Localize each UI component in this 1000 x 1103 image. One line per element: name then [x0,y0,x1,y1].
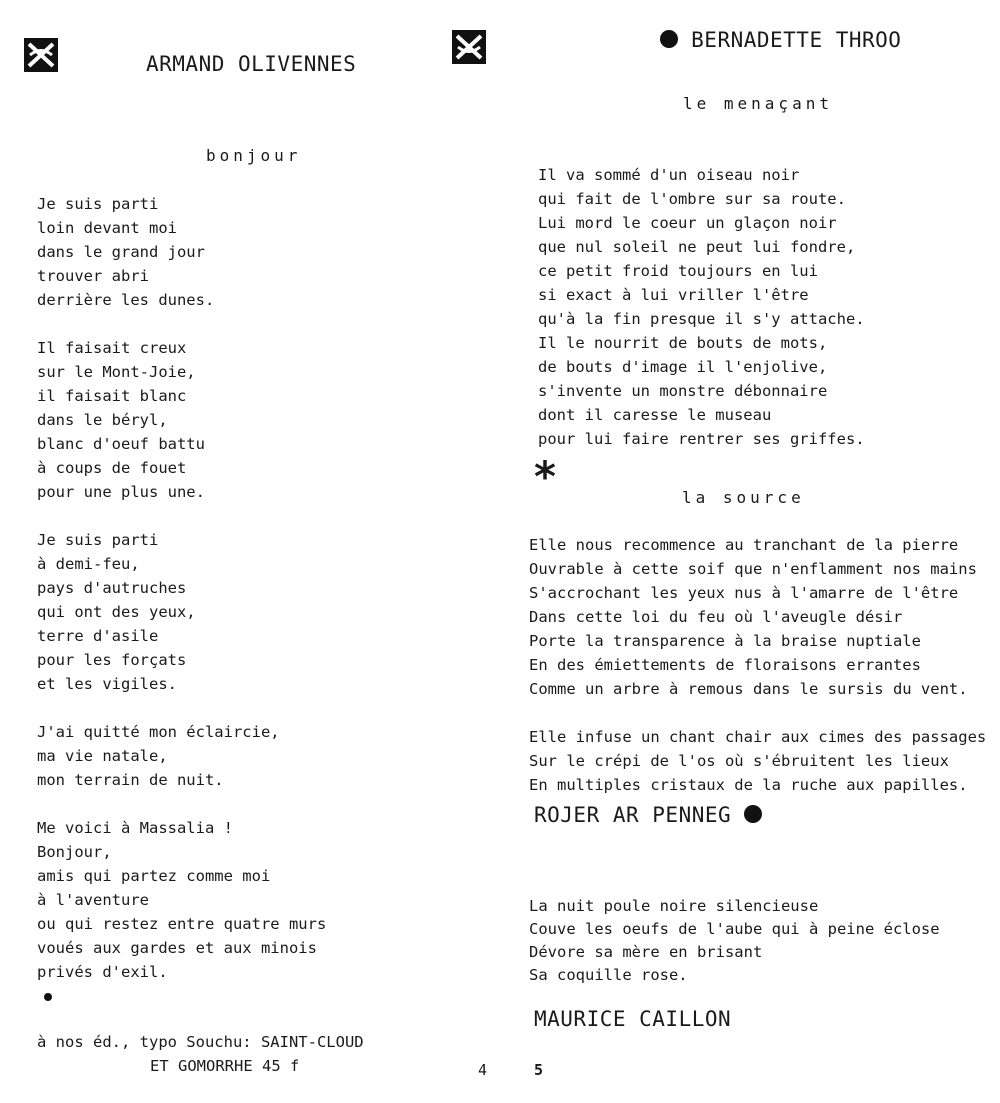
poem-line: qu'à la fin presque il s'y attache. [538,310,865,328]
author-name: ARMAND OLIVENNES [146,52,357,76]
poem-line: à coups de fouet [37,459,187,477]
poem-line: Je suis parti [37,195,159,213]
poem-stanza [529,725,986,797]
poem-line: Porte la transparence à la braise nuptiale [529,632,921,650]
poem-line: si exact à lui vriller l'être [538,286,809,304]
poem-line: Ouvrable à cette soif que n'enflamment nos mains [529,560,977,578]
poem-stanza [529,895,940,987]
footnote [37,1030,364,1078]
poem-stanza [37,816,326,984]
poem-line: Il le nourrit de bouts de mots, [538,334,828,352]
poem-line: voués aux gardes et aux minois [37,939,317,957]
poem-line: Lui mord le coeur un glaçon noir [538,214,837,232]
poem-line: ma vie natale, [37,747,168,765]
poem-line: à demi-feu, [37,555,140,573]
poem-line: Dans cette loi du feu où l'aveugle désir [529,608,903,626]
poem-line: Bonjour, [37,843,112,861]
poem-line: de bouts d'image il l'enjolive, [538,358,828,376]
asterisk-separator-icon: * [534,452,556,501]
poem-line: Comme un arbre à remous dans le sursis du vent. [529,680,968,698]
poem-line: derrière les dunes. [37,291,215,309]
poem-line: et les vigiles. [37,675,177,693]
poem-line: Elle nous recommence au tranchant de la pierre [529,536,959,554]
poem-line: à l'aventure [37,891,149,909]
poem-line: Il faisait creux [37,339,187,357]
poem-line: pour une plus une. [37,483,205,501]
author-heading [660,28,901,52]
poem-line: ou qui restez entre quatre murs [37,915,327,933]
poem-line: amis qui partez comme moi [37,867,271,885]
poem-title: la source [682,488,805,507]
poem-stanza [37,720,280,792]
poem-line: pour lui faire rentrer ses griffes. [538,430,865,448]
poem-line: trouver abri [37,267,149,285]
poem-line: privés d'exil. [37,963,168,981]
poem-line: S'accrochant les yeux nus à l'amarre de l'être [529,584,959,602]
poem-line: Dévore sa mère en brisant [529,943,763,961]
poem-line: dont il caresse le museau [538,406,772,424]
poem-line: ce petit froid toujours en lui [538,262,818,280]
poem-stanza [37,192,214,312]
poem-title: le menaçant [683,94,833,113]
poem-line: pays d'autruches [37,579,187,597]
bullet-dot [744,805,762,823]
author-name: BERNADETTE THROO [691,28,902,52]
poem-line: qui fait de l'ombre sur sa route. [538,190,846,208]
poem-stanza [538,163,865,451]
bullet-dot [660,30,678,48]
poem-line: Je suis parti [37,531,159,549]
page-number: 4 [478,1061,488,1079]
poem-line: sur le Mont-Joie, [37,363,196,381]
bullet-dot [44,993,52,1001]
poem-line: Elle infuse un chant chair aux cimes des passages [529,728,987,746]
poem-title: bonjour [206,146,302,165]
poem-line: Me voici à Massalia ! [37,819,233,837]
poem-line: pour les forçats [37,651,187,669]
poem-line: loin devant moi [37,219,177,237]
footnote-line: ET GOMORRHE 45 f [150,1057,300,1075]
publisher-logo-icon [452,30,486,64]
poem-line: Sur le crépi de l'os où s'ébruitent les lieux [529,752,949,770]
poem-line: La nuit poule noire silencieuse [529,897,819,915]
poem-line: dans le béryl, [37,411,168,429]
poem-line: il faisait blanc [37,387,187,405]
footnote-line: à nos éd., typo Souchu: SAINT-CLOUD [37,1033,364,1051]
poem-stanza [529,533,977,701]
author-name: ROJER AR PENNEG [534,803,732,827]
poem-line: Sa coquille rose. [529,966,688,984]
poem-line: dans le grand jour [37,243,205,261]
poem-line: Couve les oeufs de l'aube qui à peine éclose [529,920,940,938]
poem-line: blanc d'oeuf battu [37,435,205,453]
poem-line: J'ai quitté mon éclaircie, [37,723,280,741]
poem-line: Il va sommé d'un oiseau noir [538,166,800,184]
author-name: MAURICE CAILLON [534,1007,732,1031]
poem-line: En des émiettements de floraisons errantes [529,656,921,674]
poem-line: que nul soleil ne peut lui fondre, [538,238,856,256]
author-heading [534,803,762,827]
poem-line: En multiples cristaux de la ruche aux papilles. [529,776,968,794]
page-number: 5 [534,1061,544,1079]
poem-line: mon terrain de nuit. [37,771,224,789]
poem-line: qui ont des yeux, [37,603,196,621]
poem-stanza [37,528,196,696]
right-page [500,0,1000,1103]
poem-line: terre d'asile [37,627,159,645]
poem-line: s'invente un monstre débonnaire [538,382,828,400]
publisher-logo-icon [24,38,58,72]
poem-stanza [37,336,205,504]
